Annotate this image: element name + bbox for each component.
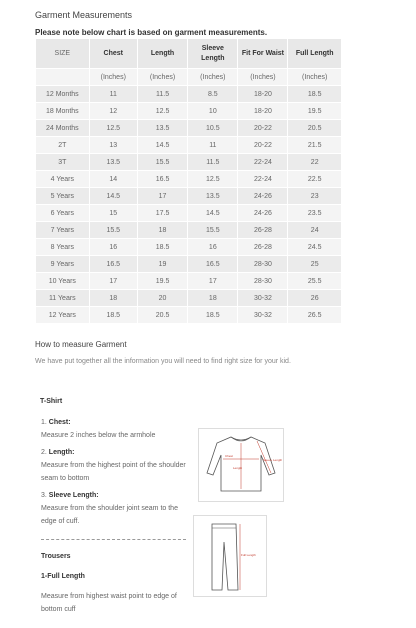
measurement-cell: 12: [89, 103, 137, 120]
step-description: Measure from the highest point of the shoulder seam to bottom: [41, 462, 186, 482]
measurement-cell: 20-22: [238, 120, 288, 137]
table-row: [36, 205, 342, 222]
trousers-heading: Trousers: [41, 553, 71, 560]
header-length: Length: [137, 39, 187, 69]
measurement-cell: 11: [89, 86, 137, 103]
measurement-cell: 8.5: [188, 86, 238, 103]
full-length-description: Measure from highest waist point to edge of bottom cuff: [41, 593, 177, 613]
step-sleeve-length: [41, 489, 191, 528]
measurement-cell: 25.5: [288, 273, 342, 290]
measurement-cell: 26: [288, 290, 342, 307]
size-cell: 6 Years: [36, 205, 90, 222]
size-cell: 2T: [36, 137, 90, 154]
measurement-cell: 18: [89, 290, 137, 307]
table-header-row: [36, 39, 342, 69]
intro-text: We have put together all the information you will need to find right size for your kid.: [35, 358, 291, 365]
table-row: [36, 154, 342, 171]
table-units-row: [36, 69, 342, 86]
page-title: Garment Measurements: [35, 10, 133, 20]
measurement-cell: 22.5: [288, 171, 342, 188]
measurement-cell: 13.5: [89, 154, 137, 171]
header-size: SIZE: [36, 39, 90, 69]
table-row: [36, 256, 342, 273]
measurement-cell: 25: [288, 256, 342, 273]
size-cell: 8 Years: [36, 239, 90, 256]
size-cell: 12 Years: [36, 307, 90, 324]
trousers-measure-image: [193, 515, 267, 597]
measurement-cell: 11.5: [188, 154, 238, 171]
unit-cell: (Inches): [89, 69, 137, 86]
full-length-label: 1-Full Length: [41, 573, 85, 580]
table-row: [36, 290, 342, 307]
measurement-cell: 10: [188, 103, 238, 120]
measurement-cell: 12.5: [188, 171, 238, 188]
measurement-cell: 23.5: [288, 205, 342, 222]
measurement-cell: 14: [89, 171, 137, 188]
measurement-cell: 19: [137, 256, 187, 273]
measurement-cell: 23: [288, 188, 342, 205]
measurement-cell: 22: [288, 154, 342, 171]
size-cell: 3T: [36, 154, 90, 171]
unit-cell: [36, 69, 90, 86]
measurement-cell: 17.5: [137, 205, 187, 222]
size-cell: 9 Years: [36, 256, 90, 273]
measurement-cell: 15.5: [188, 222, 238, 239]
measurement-cell: 11: [188, 137, 238, 154]
measurement-cell: 13.5: [137, 120, 187, 137]
unit-cell: (Inches): [137, 69, 187, 86]
measurement-cell: 30-32: [238, 290, 288, 307]
trousers-illustration: [194, 516, 266, 596]
step-description: Measure from the shoulder joint seam to the edge of cuff.: [41, 505, 178, 525]
table-row: [36, 188, 342, 205]
measurement-cell: 18.5: [137, 239, 187, 256]
unit-cell: (Inches): [288, 69, 342, 86]
table-row: [36, 120, 342, 137]
chest-label: Chest: [225, 454, 233, 458]
measurement-cell: 18.5: [89, 307, 137, 324]
table-row: [36, 171, 342, 188]
sweatshirt-illustration: [199, 429, 283, 501]
measurement-cell: 24-26: [238, 205, 288, 222]
measurement-cell: 22-24: [238, 171, 288, 188]
table-row: [36, 222, 342, 239]
measurement-cell: 18.5: [188, 307, 238, 324]
table-row: [36, 86, 342, 103]
measurement-cell: 12.5: [137, 103, 187, 120]
how-to-measure-title: How to measure Garment: [35, 340, 127, 349]
measurement-cell: 24: [288, 222, 342, 239]
measurement-cell: 26.5: [288, 307, 342, 324]
table-row: [36, 307, 342, 324]
measurement-cell: 20.5: [137, 307, 187, 324]
length-label: Length: [233, 466, 243, 470]
step-label: Sleeve Length:: [48, 492, 99, 499]
measurement-cell: 28-30: [238, 256, 288, 273]
measurement-cell: 16: [188, 239, 238, 256]
measurement-cell: 14.5: [188, 205, 238, 222]
size-cell: 5 Years: [36, 188, 90, 205]
measurement-cell: 24.5: [288, 239, 342, 256]
measurement-cell: 11.5: [137, 86, 187, 103]
measurement-cell: 22-24: [238, 154, 288, 171]
header-chest: Chest: [89, 39, 137, 69]
table-row: [36, 103, 342, 120]
measurement-cell: 30-32: [238, 307, 288, 324]
measurement-cell: 17: [89, 273, 137, 290]
measurement-cell: 20: [137, 290, 187, 307]
measurement-cell: 15: [89, 205, 137, 222]
measurement-cell: 18-20: [238, 103, 288, 120]
measurement-cell: 10.5: [188, 120, 238, 137]
size-cell: 24 Months: [36, 120, 90, 137]
sweatshirt-measure-image: [198, 428, 284, 502]
size-cell: 11 Years: [36, 290, 90, 307]
measurement-cell: 19.5: [137, 273, 187, 290]
step-length: [41, 446, 191, 485]
measurement-cell: 13.5: [188, 188, 238, 205]
measurement-cell: 26-28: [238, 222, 288, 239]
tshirt-heading: T-Shirt: [40, 398, 63, 405]
step-label: Length:: [48, 449, 75, 456]
unit-cell: (Inches): [188, 69, 238, 86]
size-cell: 7 Years: [36, 222, 90, 239]
measurement-cell: 15.5: [137, 154, 187, 171]
measurement-cell: 18: [188, 290, 238, 307]
measurement-cell: 14.5: [137, 137, 187, 154]
measurement-cell: 20.5: [288, 120, 342, 137]
step-number: 2.: [41, 449, 47, 456]
measurement-cell: 16.5: [137, 171, 187, 188]
measurement-cell: 16.5: [89, 256, 137, 273]
measurement-cell: 15.5: [89, 222, 137, 239]
measurement-cell: 16: [89, 239, 137, 256]
step-number: 1.: [41, 419, 47, 426]
step-chest: [41, 416, 191, 442]
table-row: [36, 273, 342, 290]
measurement-cell: 13: [89, 137, 137, 154]
size-cell: 18 Months: [36, 103, 90, 120]
measurement-cell: 17: [137, 188, 187, 205]
step-number: 3.: [41, 492, 47, 499]
size-cell: 12 Months: [36, 86, 90, 103]
full-length-figure-label: Full Length: [241, 553, 256, 557]
table-row: [36, 239, 342, 256]
step-label: Chest:: [48, 419, 71, 426]
size-chart-table: [35, 38, 342, 324]
chart-note: Please note below chart is based on garment measurements.: [35, 28, 268, 37]
measurement-cell: 14.5: [89, 188, 137, 205]
header-sleeve-length: Sleeve Length: [188, 39, 238, 69]
section-divider: [41, 539, 186, 540]
measurement-cell: 18-20: [238, 86, 288, 103]
measurement-cell: 19.5: [288, 103, 342, 120]
measurement-cell: 17: [188, 273, 238, 290]
measurement-cell: 18: [137, 222, 187, 239]
measurement-cell: 18.5: [288, 86, 342, 103]
step-description: Measure 2 inches below the armhole: [41, 432, 156, 439]
size-cell: 4 Years: [36, 171, 90, 188]
measurement-cell: 28-30: [238, 273, 288, 290]
header-full-length: Full Length: [288, 39, 342, 69]
measurement-cell: 21.5: [288, 137, 342, 154]
measurement-cell: 26-28: [238, 239, 288, 256]
table-row: [36, 137, 342, 154]
measurement-cell: 24-26: [238, 188, 288, 205]
measurement-cell: 20-22: [238, 137, 288, 154]
size-cell: 10 Years: [36, 273, 90, 290]
unit-cell: (Inches): [238, 69, 288, 86]
measurement-cell: 16.5: [188, 256, 238, 273]
sleeve-label: Sleeve Length: [263, 458, 283, 462]
measurement-cell: 12.5: [89, 120, 137, 137]
header-fit-for-waist: Fit For Waist: [238, 39, 288, 69]
